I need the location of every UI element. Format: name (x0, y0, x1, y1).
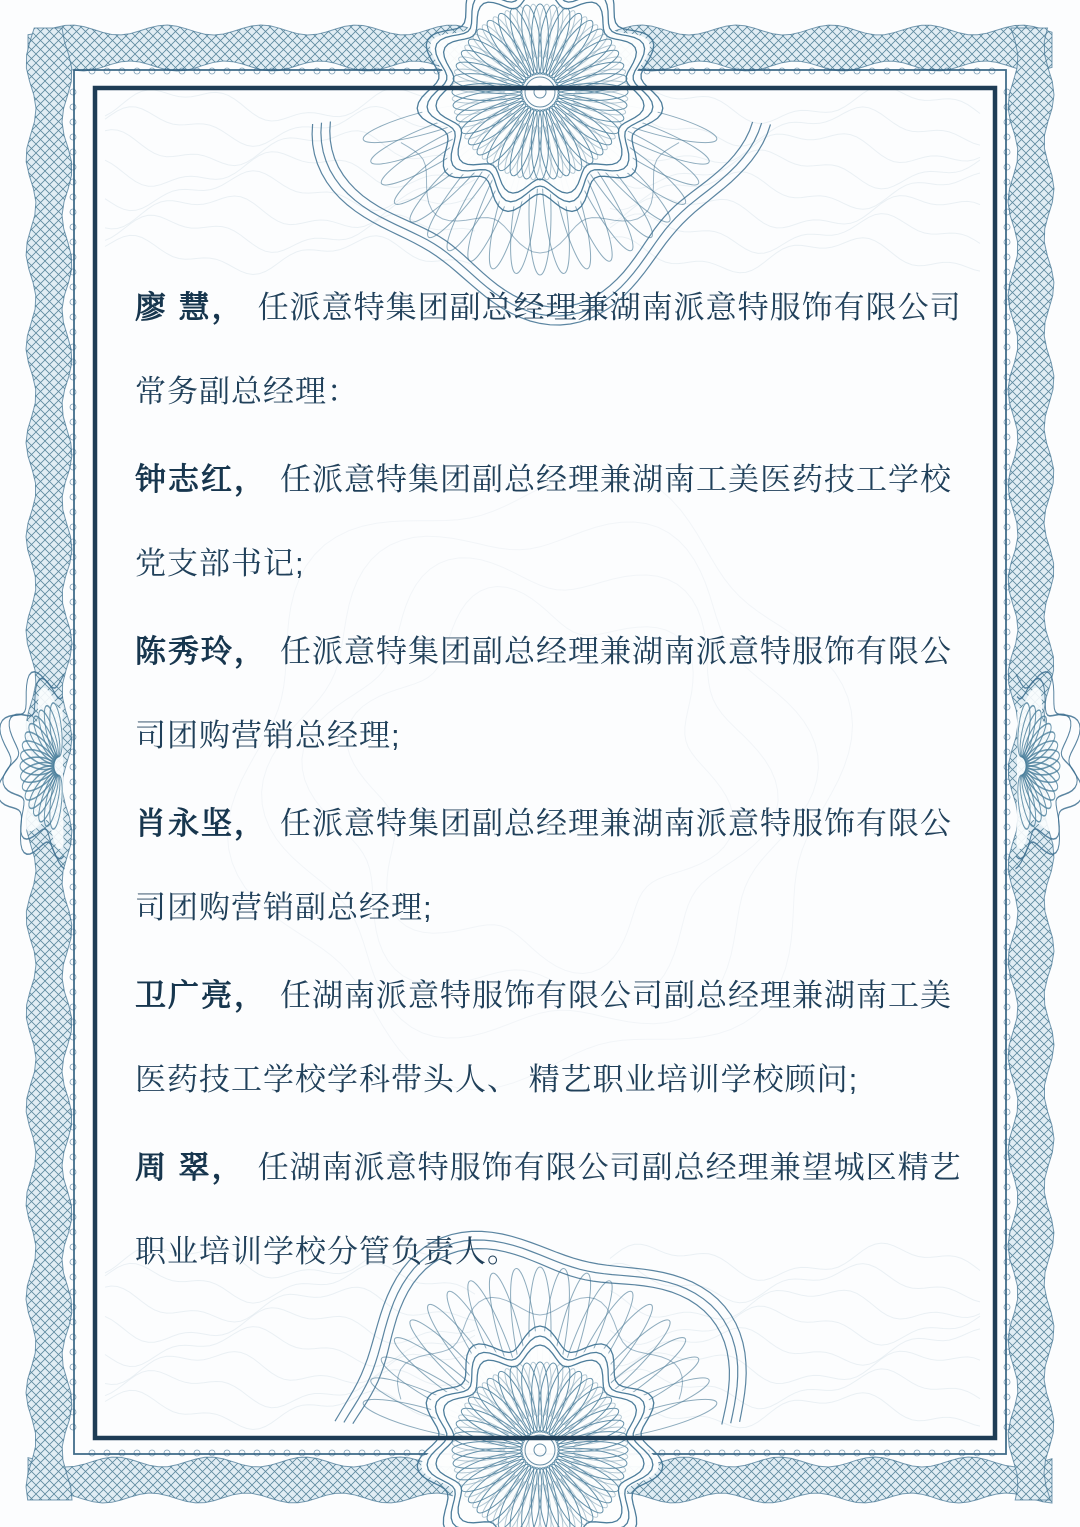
appointment-line (135, 778, 975, 862)
appointment-title-text: 任派意特集团副总经理兼湖南工美医药技工学校 (280, 461, 952, 497)
appointment-line (135, 862, 975, 946)
appointment-title-text: 司团购营销总经理; (135, 717, 401, 753)
appointment-line (135, 518, 975, 602)
person-name: 卫广亮， (135, 977, 267, 1013)
appointment-title-text: 任派意特集团副总经理兼湖南派意特服饰有限公 (280, 633, 952, 669)
appointment-line (135, 1034, 975, 1118)
person-name: 钟志红， (135, 461, 267, 497)
appointment-entry (135, 950, 975, 1118)
appointment-line (135, 1122, 975, 1206)
appointment-title-text: 司团购营销副总经理; (135, 889, 433, 925)
appointment-line (135, 1206, 975, 1290)
appointment-entry (135, 1122, 975, 1290)
appointment-title-text: 医药技工学校学科带头人、 精艺职业培训学校顾问; (135, 1061, 859, 1097)
appointment-title-text: 职业培训学校分管负责人。 (135, 1233, 519, 1269)
appointment-entry (135, 606, 975, 774)
appointment-text-block (135, 262, 975, 1294)
appointment-title-text: 任湖南派意特服饰有限公司副总经理兼湖南工美 (280, 977, 952, 1013)
appointment-title-text: 党支部书记; (135, 545, 305, 581)
person-name: 肖永坚， (135, 805, 267, 841)
appointment-line (135, 262, 975, 346)
appointment-line (135, 690, 975, 774)
appointment-title-text: 任派意特集团副总经理兼湖南派意特服饰有限公 (280, 805, 952, 841)
person-name: 廖 慧， (135, 289, 245, 325)
person-name: 周 翠， (135, 1149, 245, 1185)
appointment-title-text: 任湖南派意特服饰有限公司副总经理兼望城区精艺 (257, 1149, 962, 1185)
appointment-entry (135, 778, 975, 946)
person-name: 陈秀玲， (135, 633, 267, 669)
appointment-line (135, 606, 975, 690)
appointment-entry (135, 262, 975, 430)
appointment-line (135, 346, 975, 430)
appointment-line (135, 950, 975, 1034)
appointment-title-text: 任派意特集团副总经理兼湖南派意特服饰有限公司 (257, 289, 962, 325)
appointment-entry (135, 434, 975, 602)
appointment-title-text: 常务副总经理： (135, 373, 359, 409)
appointment-line (135, 434, 975, 518)
